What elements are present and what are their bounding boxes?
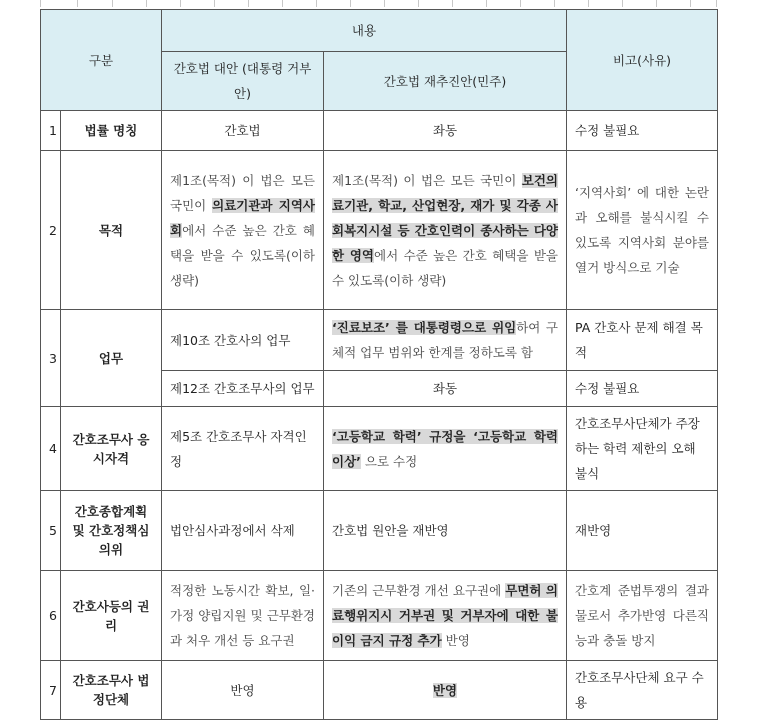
ruler-tick <box>282 0 283 7</box>
row-number: 7 <box>41 661 61 720</box>
header-category: 구분 <box>41 10 162 111</box>
ruler-tick <box>690 0 691 7</box>
row-number: 4 <box>41 407 61 491</box>
ruler-tick <box>180 0 181 7</box>
header-revised-democratic: 간호법 재추진안(민주) <box>324 52 567 111</box>
row-number: 2 <box>41 151 61 310</box>
ruler-tick <box>486 0 487 7</box>
ruler-strip <box>0 0 784 8</box>
ruler-tick <box>716 0 717 7</box>
ruler-tick <box>112 0 113 7</box>
ruler-tick <box>214 0 215 7</box>
rev-cell <box>324 407 567 491</box>
ruler-tick <box>588 0 589 7</box>
alt-cell: 제12조 간호조무사의 업무 <box>162 371 324 407</box>
note-cell: 간호조무사단체가 주장하는 학력 제한의 오해 불식 <box>567 407 718 491</box>
row-category: 간호조무사 응시자격 <box>61 407 162 491</box>
ruler-tick <box>554 0 555 7</box>
note-cell: 재반영 <box>567 491 718 571</box>
ruler-tick <box>384 0 385 7</box>
rev-text-a: 제1조(목적) 이 법은 모든 국민이 <box>332 172 522 188</box>
table-row <box>41 151 718 310</box>
ruler-tick <box>316 0 317 7</box>
rev-highlight: 무면허 의료행위지시 거부권 및 거부자에 대한 불이익 금지 규정 추가 <box>332 583 558 648</box>
ruler-tick <box>418 0 419 7</box>
rev-text-b: 에서 수준 높은 간호 혜택을 받을 수 있도록(이하 생략) <box>332 247 559 288</box>
row-category: 업무 <box>61 310 162 407</box>
header-row <box>41 10 718 52</box>
header-alt-president: 간호법 대안 (대통령 거부안) <box>162 52 324 111</box>
rev-cell: 간호법 원안을 재반영 <box>324 491 567 571</box>
header-remarks: 비고(사유) <box>567 10 718 111</box>
note-cell: PA 간호사 문제 해결 목적 <box>567 310 718 371</box>
ruler-tick <box>40 0 41 7</box>
rev-text-b: 으로 수정 <box>360 453 418 469</box>
table-row <box>41 310 718 371</box>
rev-cell <box>324 151 567 310</box>
note-cell: 간호계 준법투쟁의 결과물로서 추가반영 다른직능과 충돌 방지 <box>567 571 718 661</box>
ruler-tick <box>656 0 657 7</box>
rev-highlight: ‘진료보조’ 를 대통령령으로 위임 <box>332 320 517 335</box>
rev-cell: 좌동 <box>324 371 567 407</box>
comparison-table <box>40 9 718 720</box>
rev-cell <box>324 571 567 661</box>
rev-highlight: 보건의료기관, 학교, 산업현장, 재가 및 각종 사회복지시설 등 간호인력이 종사하는 다양한 영역 <box>332 172 558 263</box>
row-number: 3 <box>41 310 61 407</box>
note-cell: 간호조무사단체 요구 수용 <box>567 661 718 720</box>
ruler-tick <box>520 0 521 7</box>
note-cell: 수정 불필요 <box>567 111 718 151</box>
table-row <box>41 571 718 661</box>
alt-highlight: 의료기관과 지역사회 <box>170 197 315 238</box>
ruler-tick <box>146 0 147 7</box>
row-category: 간호조무사 법정단체 <box>61 661 162 720</box>
alt-cell: 법안심사과정에서 삭제 <box>162 491 324 571</box>
header-content: 내용 <box>162 10 567 52</box>
table-row <box>41 491 718 571</box>
rev-cell <box>324 310 567 371</box>
table-row <box>41 407 718 491</box>
alt-cell: 간호법 <box>162 111 324 151</box>
rev-highlight: 반영 <box>432 682 458 698</box>
rev-highlight: ‘고등학교 학력’ 규정을 ‘고등학교 학력 이상’ <box>332 428 558 469</box>
ruler-tick <box>622 0 623 7</box>
alt-text-a: 제1조(목적) 이 법은 모든 국민이 <box>170 172 315 213</box>
rev-text-b: 반영 <box>441 633 470 648</box>
ruler-tick <box>350 0 351 7</box>
alt-text-b: 에서 수준 높은 간호 혜택을 받을 수 있도록(이하 생략) <box>170 222 315 288</box>
table-row <box>41 111 718 151</box>
alt-cell: 적정한 노동시간 확보, 일·가정 양립지원 및 근무환경과 처우 개선 등 요구권 <box>162 571 324 661</box>
alt-cell <box>162 151 324 310</box>
row-category: 간호사등의 권리 <box>61 571 162 661</box>
alt-cell: 반영 <box>162 661 324 720</box>
row-category: 간호종합계획 및 간호정책심의위 <box>61 491 162 571</box>
row-category: 법률 명칭 <box>61 111 162 151</box>
alt-cell: 제5조 간호조무사 자격인정 <box>162 407 324 491</box>
ruler-tick <box>248 0 249 7</box>
table-row <box>41 661 718 720</box>
row-category: 목적 <box>61 151 162 310</box>
rev-text-a: 기존의 근무환경 개선 요구권에 <box>332 583 506 598</box>
ruler-tick <box>452 0 453 7</box>
rev-cell: 좌동 <box>324 111 567 151</box>
row-number: 5 <box>41 491 61 571</box>
note-cell: 수정 불필요 <box>567 371 718 407</box>
note-cell: ‘지역사회’ 에 대한 논란과 오해를 불식시킬 수 있도록 지역사회 분야를 열거 방식으로 기술 <box>567 151 718 310</box>
alt-cell: 제10조 간호사의 업무 <box>162 310 324 371</box>
row-number: 6 <box>41 571 61 661</box>
ruler-tick <box>77 0 78 7</box>
rev-text-b: 하여 구체적 업무 범위와 한계를 정하도록 함 <box>332 320 558 360</box>
row-number: 1 <box>41 111 61 151</box>
rev-cell <box>324 661 567 720</box>
